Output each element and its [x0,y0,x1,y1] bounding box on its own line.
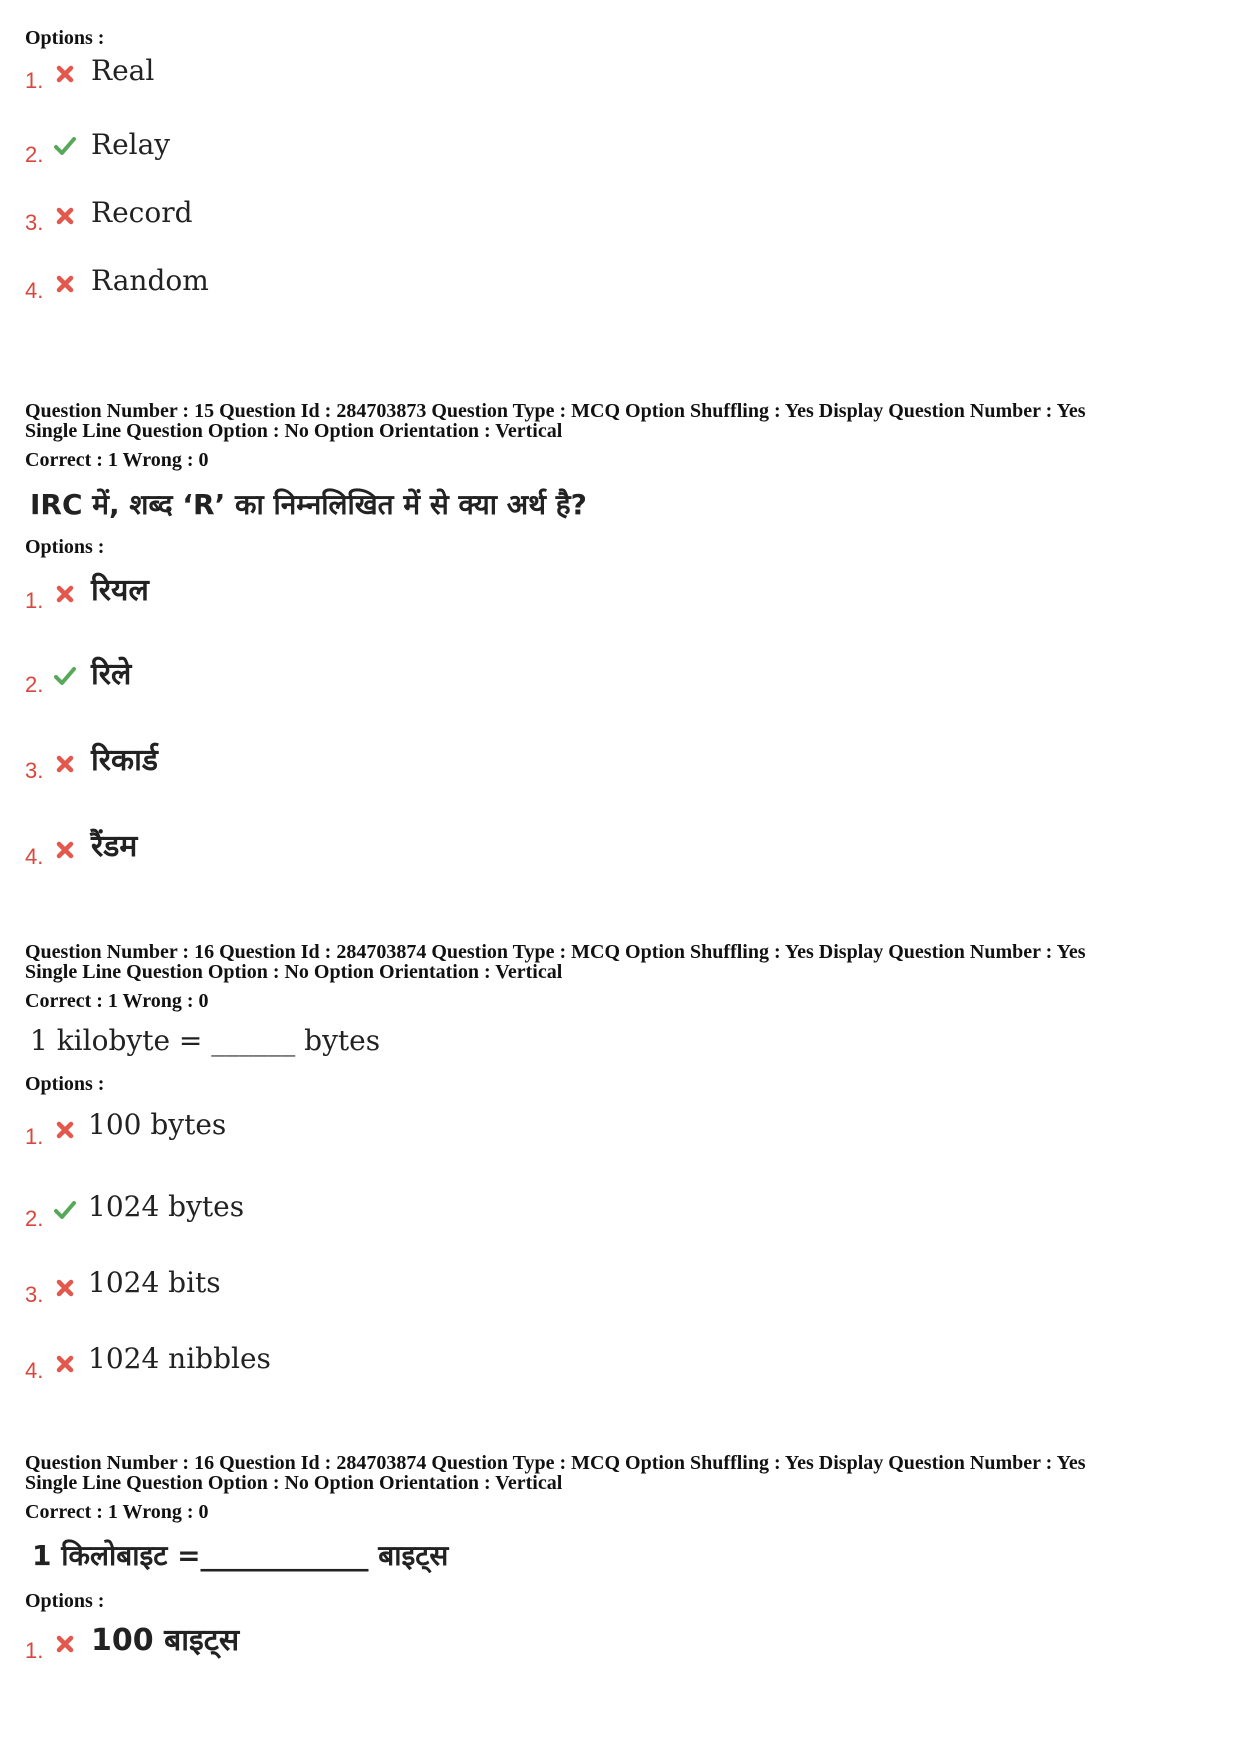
marks-info: Correct : 1 Wrong : 0 [25,1501,209,1523]
options-label: Options : [25,536,105,558]
option-number: 3. [25,758,44,783]
option-number: 1. [25,1124,44,1149]
wrong-icon [53,582,77,606]
question-text: IRC में, शब्द ‘R’ का निम्नलिखित में से क्या अर्थ है? [30,488,587,521]
option-text: रिकार्ड [91,743,158,778]
wrong-icon [53,1352,77,1376]
check-icon [53,664,77,688]
option-text: Random [91,264,209,297]
question-meta-secondary: Single Line Question Option : No Option Orientation : Vertical [25,1472,563,1494]
wrong-icon [53,204,77,228]
question-text: 1 kilobyte = ______ bytes [30,1024,381,1057]
option-text: Relay [91,128,171,161]
option-text: रिले [91,657,132,692]
marks-info: Correct : 1 Wrong : 0 [25,449,209,471]
options-label: Options : [25,1073,105,1095]
option-number: 2. [25,1206,44,1231]
option-text: 1024 bytes [88,1190,245,1223]
option-text: Real [91,54,155,87]
option-text: 1024 nibbles [88,1342,271,1375]
option-text: Record [91,196,193,229]
option-number: 4. [25,1358,44,1383]
wrong-icon [53,1118,77,1142]
question-meta: Question Number : 15 Question Id : 284703873 Question Type : MCQ Option Shuffling : Yes Display Question Number : Yes [25,400,1086,422]
option-number: 3. [25,210,44,235]
wrong-icon [53,838,77,862]
options-label: Options : [25,27,105,49]
option-text: रियल [91,573,149,608]
question-meta: Question Number : 16 Question Id : 284703874 Question Type : MCQ Option Shuffling : Yes Display Question Number : Yes [25,941,1086,963]
option-text: 1024 bits [88,1266,221,1299]
option-text: रैंडम [91,829,138,864]
wrong-icon [53,1632,77,1656]
option-number: 1. [25,588,44,613]
wrong-icon [53,272,77,296]
question-meta-secondary: Single Line Question Option : No Option Orientation : Vertical [25,420,563,442]
wrong-icon [53,62,77,86]
option-number: 4. [25,844,44,869]
options-label: Options : [25,1590,105,1612]
check-icon [53,1198,77,1222]
option-number: 1. [25,68,44,93]
option-text: 100 बाइट्स [91,1623,240,1658]
option-number: 2. [25,142,44,167]
option-number: 3. [25,1282,44,1307]
wrong-icon [53,752,77,776]
option-number: 1. [25,1638,44,1663]
question-text: 1 किलोबाइट =____________ बाइट्स [32,1539,449,1572]
option-number: 2. [25,672,44,697]
option-text: 100 bytes [88,1108,227,1141]
option-number: 4. [25,278,44,303]
question-meta: Question Number : 16 Question Id : 284703874 Question Type : MCQ Option Shuffling : Yes Display Question Number : Yes [25,1452,1086,1474]
marks-info: Correct : 1 Wrong : 0 [25,990,209,1012]
wrong-icon [53,1276,77,1300]
check-icon [53,134,77,158]
question-meta-secondary: Single Line Question Option : No Option Orientation : Vertical [25,961,563,983]
